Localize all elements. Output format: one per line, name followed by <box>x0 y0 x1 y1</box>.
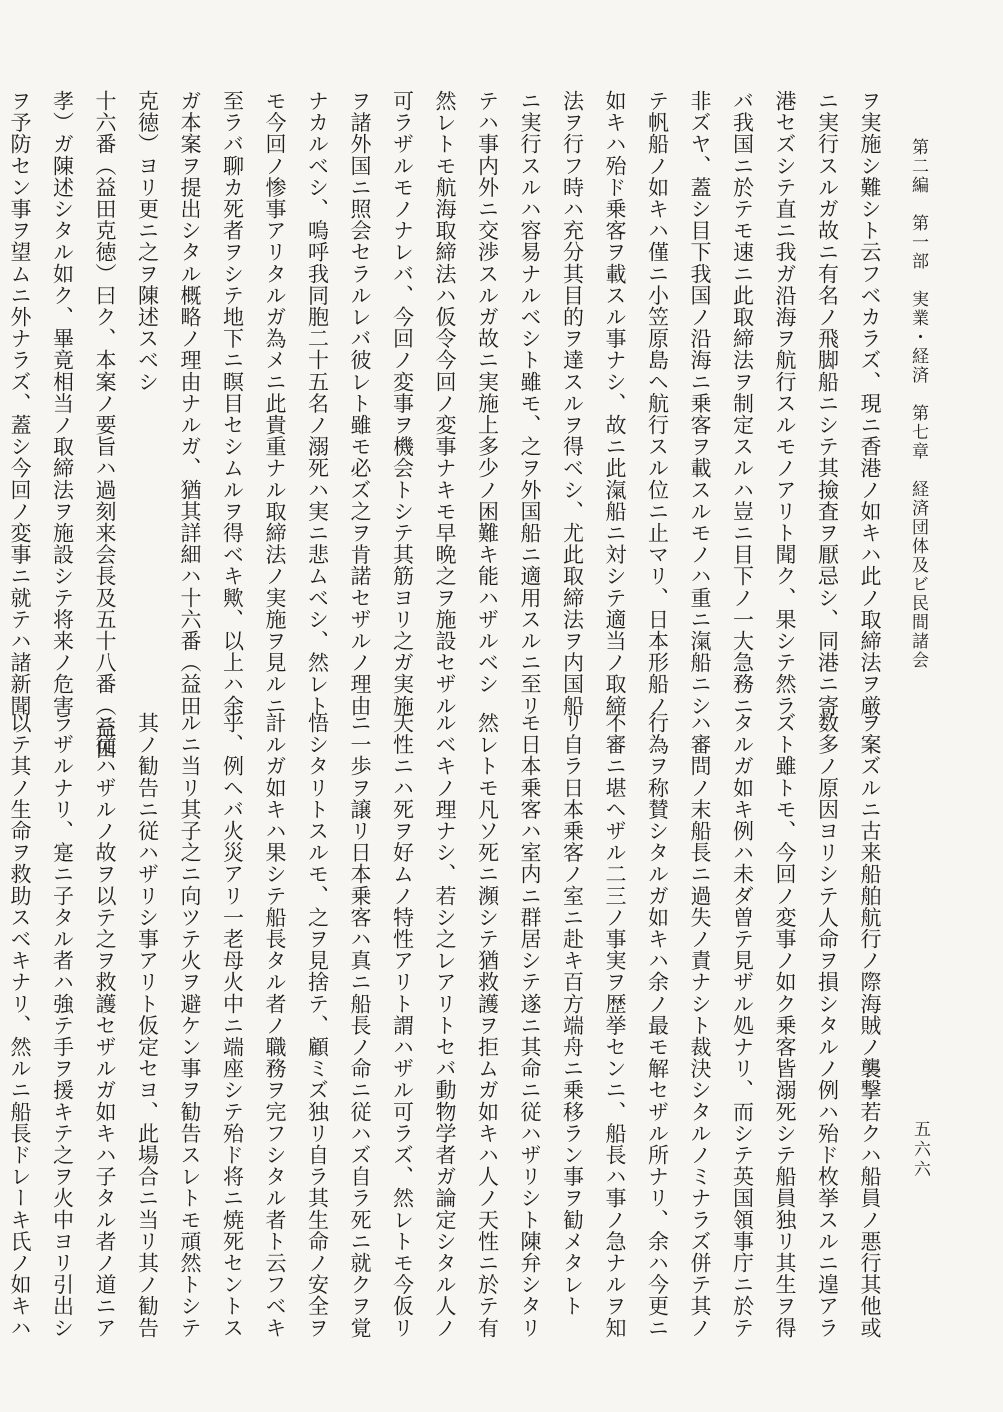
text-line: 港セズシテ直ニ我ガ沿海ヲ航行スルモノアリト聞ク、果シテ然ラ <box>773 90 797 717</box>
text-line: 克徳）ヨリ更ニ之ヲ陳述スベシ <box>135 90 160 393</box>
text-line: 不審ニ堪ヘザル二三ノ事実ヲ歴挙センニ、船長ハ事ノ急ナルヲ知 <box>603 712 627 1339</box>
text-line: バ我国ニ於テモ速ニ此取締法ヲ制定スルハ豈ニ目下ノ一大急務ニ <box>730 90 755 717</box>
text-line: 数多ノ原因ヨリシテ人命ヲ損シタルノ例ハ殆ド枚挙スルニ遑アラ <box>815 712 840 1339</box>
text-line: ニ実行スルガ故ニ有名ノ飛脚船ニシテ其撿査ヲ厭忌シ、同港ニ寄 <box>815 90 840 717</box>
text-line: 孝）ガ陳述シタル如ク、畢竟相当ノ取締法ヲ施設シテ将来ノ危害 <box>50 90 75 717</box>
text-line: ヲ諸外国ニ照会セラルレバ彼レト雖モ必ズ之ヲ肯諾セザルノ理由 <box>348 90 372 717</box>
text-line: 可ラザルモノナレバ、今回ノ変事ヲ機会トシテ其筋ヨリ之ガ実施 <box>390 90 415 717</box>
text-line: 乎、例ヘバ火災アリ一老母火中ニ端座シテ殆ド将ニ焼死セントス <box>220 712 245 1339</box>
text-line: 法ヲ行フ時ハ充分其目的ヲ達スルヲ得ベシ、尤此取締法ヲ内国船 <box>560 90 585 717</box>
text-line: ヲ案ズルニ古来船舶航行ノ際海賊ノ襲撃若クハ船員ノ悪行其他或 <box>858 712 882 1339</box>
text-line: ハ審問ノ末船長ニ過失ノ責ナシト裁決シタルノミナラズ併テ其ノ <box>688 712 712 1339</box>
text-line: タルガ如キ例ハ未ダ曽テ見ザル処ナリ、而シテ英国領事庁ニ於テ <box>730 712 755 1339</box>
text-line: ニ従ハザルノ故ヲ以テ之ヲ救護セザルガ如キハ子タル者ノ道ニア <box>93 712 117 1339</box>
text-line: 如キハ殆ド乗客ヲ載スル事ナシ、故ニ此滊船ニ対シテ適当ノ取締 <box>603 90 627 717</box>
text-line: 然レトモ航海取締法ハ仮令今回ノ変事ナキモ早晩之ヲ施設セザル <box>433 90 457 717</box>
text-line: 天性ニハ死ヲ好ムノ特性アリト謂ハザル可ラズ、然レトモ今仮リ <box>390 712 415 1339</box>
text-line: 然レトモ凡ソ死ニ瀕シテ猶救護ヲ拒ムガ如キハ人ノ天性ニ於テ有 <box>475 712 500 1339</box>
text-line: 悟シタリトスルモ、之ヲ見捨テ、顧ミズ独リ自ラ其生命ノ安全ヲ <box>305 712 330 1339</box>
text-line: ヲ予防セン事ヲ望ムニ外ナラズ、蓋シ今回ノ変事ニ就テハ諸新聞 <box>8 90 32 717</box>
text-line: ニ一歩ヲ譲リ日本乗客ハ真ニ船長ノ命ニ従ハズ自ラ死ニ就クヲ覚 <box>348 712 372 1339</box>
text-line: ルベキノ理ナシ、若シ之レアリトセバ動物学者ガ論定シタル人ノ <box>433 712 457 1339</box>
text-line: 其ノ勧告ニ従ハザリシ事アリト仮定セヨ、此場合ニ当リ其ノ勧告 <box>135 712 160 1339</box>
text-line: 非ズヤ、蓋シ目下我国ノ沿海ニ乗客ヲ載スルモノハ重ニ滊船ニシ <box>688 90 712 717</box>
running-header: 第二編 第一部 実業・経済 第七章 経済団体及ビ民間諸会 <box>908 138 928 670</box>
text-line: ルニ当リ其子之ニ向ツテ火ヲ避ケン事ヲ勧告スレトモ頑然トシテ <box>178 712 202 1339</box>
text-line: ニ実行スルハ容易ナルベシト雖モ、之ヲ外国船ニ適用スルニ至リ <box>518 90 542 717</box>
text-line: モ日本乗客ハ室内ニ群居シテ遂ニ其命ニ従ハザリシト陳弁シタリ <box>518 712 542 1339</box>
text-line: 行為ヲ称賛シタルガ如キハ余ノ最モ解セザル所ナリ、余ハ今更ニ <box>645 712 670 1339</box>
text-line: ナカルベシ、嗚呼我同胞二十五名ノ溺死ハ実ニ悲ムベシ、然レト <box>305 90 330 717</box>
text-line: 計ルガ如キハ果シテ船長タル者ノ職務ヲ完フシタル者ト云フベキ <box>263 712 287 1339</box>
text-line: 以テ其ノ生命ヲ救助スベキナリ、然ルニ船長ドレーキ氏ノ如キハ <box>8 712 32 1339</box>
text-line: テ帆船ノ如キハ僅ニ小笠原島ヘ航行スル位ニ止マリ、日本形船ノ <box>645 90 670 717</box>
text-line: ヲ実施シ難シト云フベカラズ、現ニ香港ノ如キハ此ノ取締法ヲ厳 <box>858 90 882 717</box>
text-line: ズト雖トモ、今回ノ変事ノ如ク乗客皆溺死シテ船員独リ其生ヲ得 <box>773 712 797 1339</box>
lower-text-block <box>8 712 891 1352</box>
text-line: モ今回ノ惨事アリタルガ為メニ此貴重ナル取締法ノ実施ヲ見ルニ <box>263 90 287 717</box>
text-line: 至ラバ聊カ死者ヲシテ地下ニ瞑目セシムルヲ得ベキ歟、以上ハ余 <box>220 90 245 717</box>
text-line: リ自ラ日本乗客ノ室ニ赴キ百方端舟ニ乗移ラン事ヲ勧メタレト <box>560 712 585 1317</box>
page-number: 五六六 <box>910 1120 930 1180</box>
text-line: ガ本案ヲ提出シタル概略ノ理由ナルガ、猶其詳細ハ十六番（益田 <box>178 90 202 717</box>
text-line: テハ事内外ニ交渉スルガ故ニ実施上多少ノ困難キ能ハザルベシ <box>475 90 500 695</box>
text-line: ラザルナリ、寔ニ子タル者ハ強テ手ヲ援キテ之ヲ火中ヨリ引出シ <box>50 712 75 1339</box>
upper-text-block <box>8 90 891 760</box>
text-line: 十六番（益田克徳）曰ク、本案ノ要旨ハ過刻来会長及五十八番（益田 <box>93 90 117 760</box>
